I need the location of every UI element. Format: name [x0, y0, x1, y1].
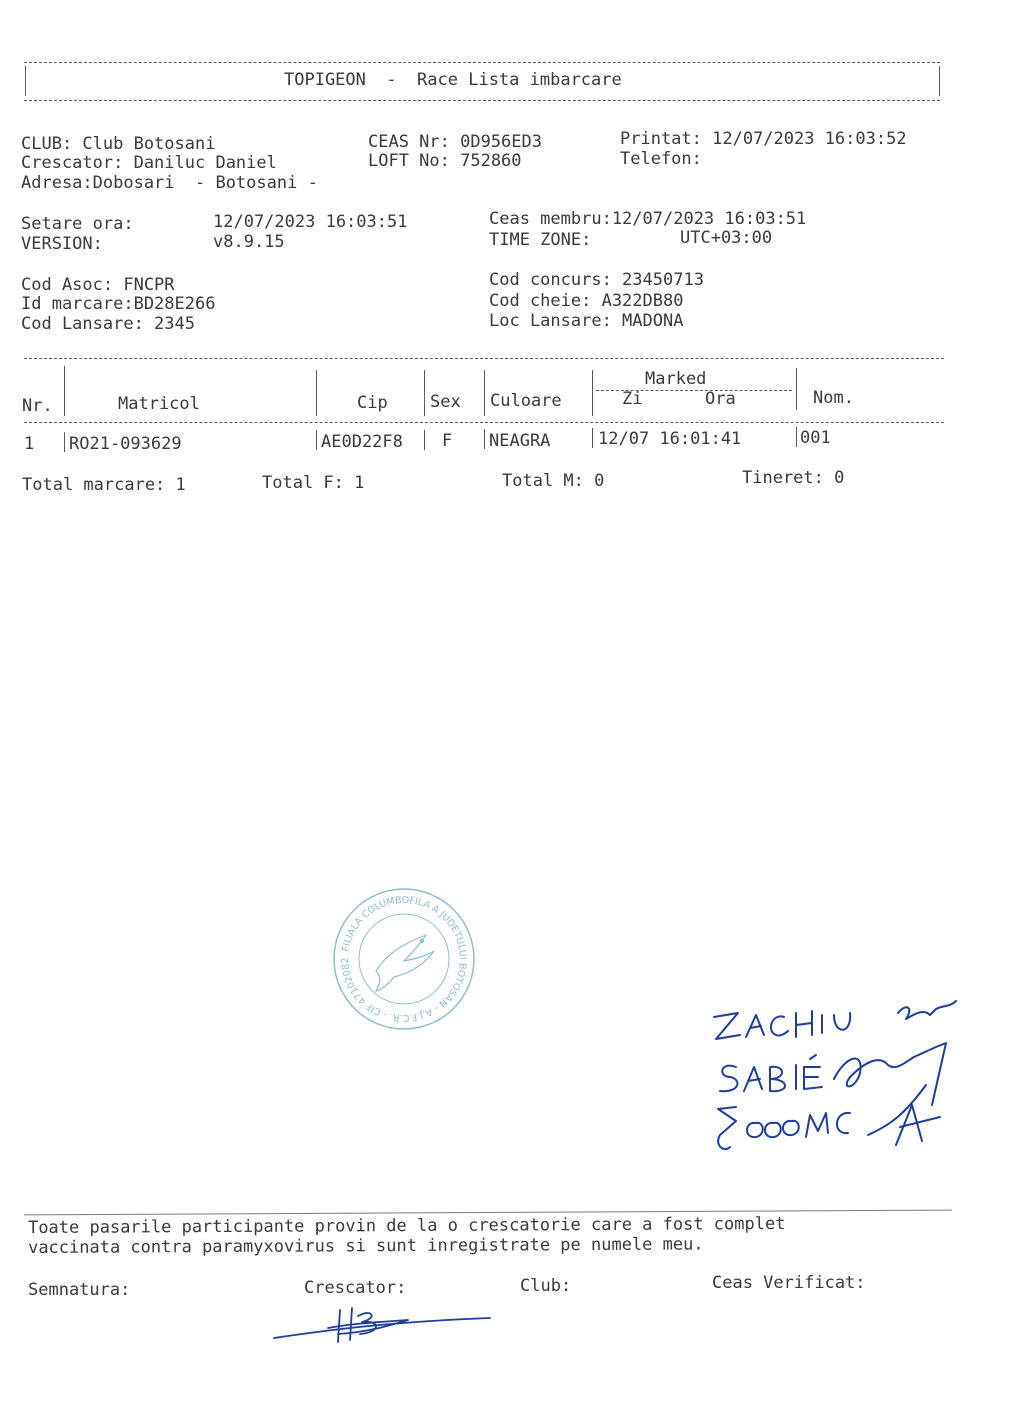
header-nom: Nom. [813, 388, 854, 408]
header-ora: Ora [705, 389, 736, 409]
club-line: CLUB: Club Botosani [21, 134, 216, 154]
total-marcare: Total marcare: 1 [22, 475, 186, 495]
ceas-nr: CEAS Nr: 0D956ED3 [368, 132, 542, 152]
version-label: VERSION: [21, 234, 103, 254]
header-marked: Marked [645, 369, 707, 389]
header-cip: Cip [357, 393, 388, 413]
report-title: TOPIGEON - Race Lista imbarcare [284, 70, 622, 90]
handwritten-signatures [700, 995, 970, 1165]
cod-concurs: Cod concurs: 23450713 [489, 270, 704, 290]
footer-divider [24, 1210, 952, 1216]
version-value: v8.9.15 [213, 232, 285, 252]
id-marcare: Id marcare:BD28E266 [21, 294, 216, 314]
col-divider [316, 370, 317, 416]
printat: Printat: 12/07/2023 16:03:52 [620, 129, 907, 149]
col-divider [424, 370, 425, 416]
adresa-line: Adresa:Dobosari - Botosani - [21, 173, 318, 193]
semnatura-label: Semnatura: [28, 1280, 131, 1300]
cell-nr: 1 [24, 434, 35, 454]
time-zone-value: UTC+03:00 [680, 228, 773, 248]
club-signature-label: Club: [520, 1276, 572, 1296]
svg-text:FILIALA COLUMBOFILA A JUDETULU: FILIALA COLUMBOFILA A JUDETULUI BOTOSAN - A.J.F.C.R. - CIF 47102082 [339, 894, 469, 1024]
loft-no: LOFT No: 752860 [368, 151, 522, 171]
telefon: Telefon: [620, 149, 702, 169]
header-left-border [25, 66, 26, 96]
declaration-line-2: vaccinata contra paramyxovirus si sunt inregistrate pe numele meu. [28, 1234, 704, 1258]
cell-divider [424, 430, 425, 450]
col-divider [796, 368, 797, 410]
declaration-line-1: Toate pasarile participante provin de la o crescatorie care a fost complet [28, 1214, 786, 1238]
table-top-border [24, 358, 944, 359]
header-nr: Nr. [22, 396, 53, 416]
cell-divider [592, 428, 593, 448]
cell-divider [484, 429, 485, 449]
header-sex: Sex [430, 392, 461, 412]
tineret: Tineret: 0 [742, 468, 845, 488]
header-top-border [24, 62, 940, 63]
total-m: Total M: 0 [502, 471, 605, 491]
header-culoare: Culoare [490, 391, 562, 411]
setare-ora-label: Setare ora: [21, 214, 134, 234]
cell-divider [64, 432, 65, 452]
crescator-signature-label: Crescator: [304, 1278, 407, 1298]
club-stamp [330, 885, 478, 1033]
header-matricol: Matricol [118, 394, 200, 414]
cell-cip: AE0D22F8 [321, 432, 403, 452]
cod-lansare: Cod Lansare: 2345 [21, 314, 195, 334]
ceas-verificat-label: Ceas Verificat: [712, 1273, 866, 1293]
loc-lansare: Loc Lansare: MADONA [489, 311, 684, 331]
crescator-line: Crescator: Daniluc Daniel [21, 153, 277, 173]
cell-marked-time: 12/07 16:01:41 [598, 429, 742, 449]
cell-sex: F [442, 431, 453, 451]
col-divider [592, 370, 593, 416]
col-divider [64, 366, 65, 416]
time-zone-label: TIME ZONE: [489, 230, 592, 250]
cell-culoare: NEAGRA [489, 431, 551, 451]
cell-matricol: RO21-093629 [69, 434, 182, 454]
total-f: Total F: 1 [262, 473, 365, 493]
header-bottom-border [24, 100, 940, 101]
header-zi: Zi [622, 389, 643, 409]
crescator-signature [268, 1300, 498, 1350]
cod-asoc: Cod Asoc: FNCPR [21, 275, 175, 295]
ceas-membru: Ceas membru:12/07/2023 16:03:51 [489, 209, 807, 229]
header-right-border [939, 66, 940, 96]
cell-divider [796, 427, 797, 447]
cell-divider [316, 430, 317, 450]
cell-nom: 001 [800, 428, 831, 448]
cod-cheie: Cod cheie: A322DB80 [489, 291, 684, 311]
setare-ora-value: 12/07/2023 16:03:51 [213, 212, 408, 232]
col-divider [484, 370, 485, 416]
table-header-border [24, 422, 944, 423]
